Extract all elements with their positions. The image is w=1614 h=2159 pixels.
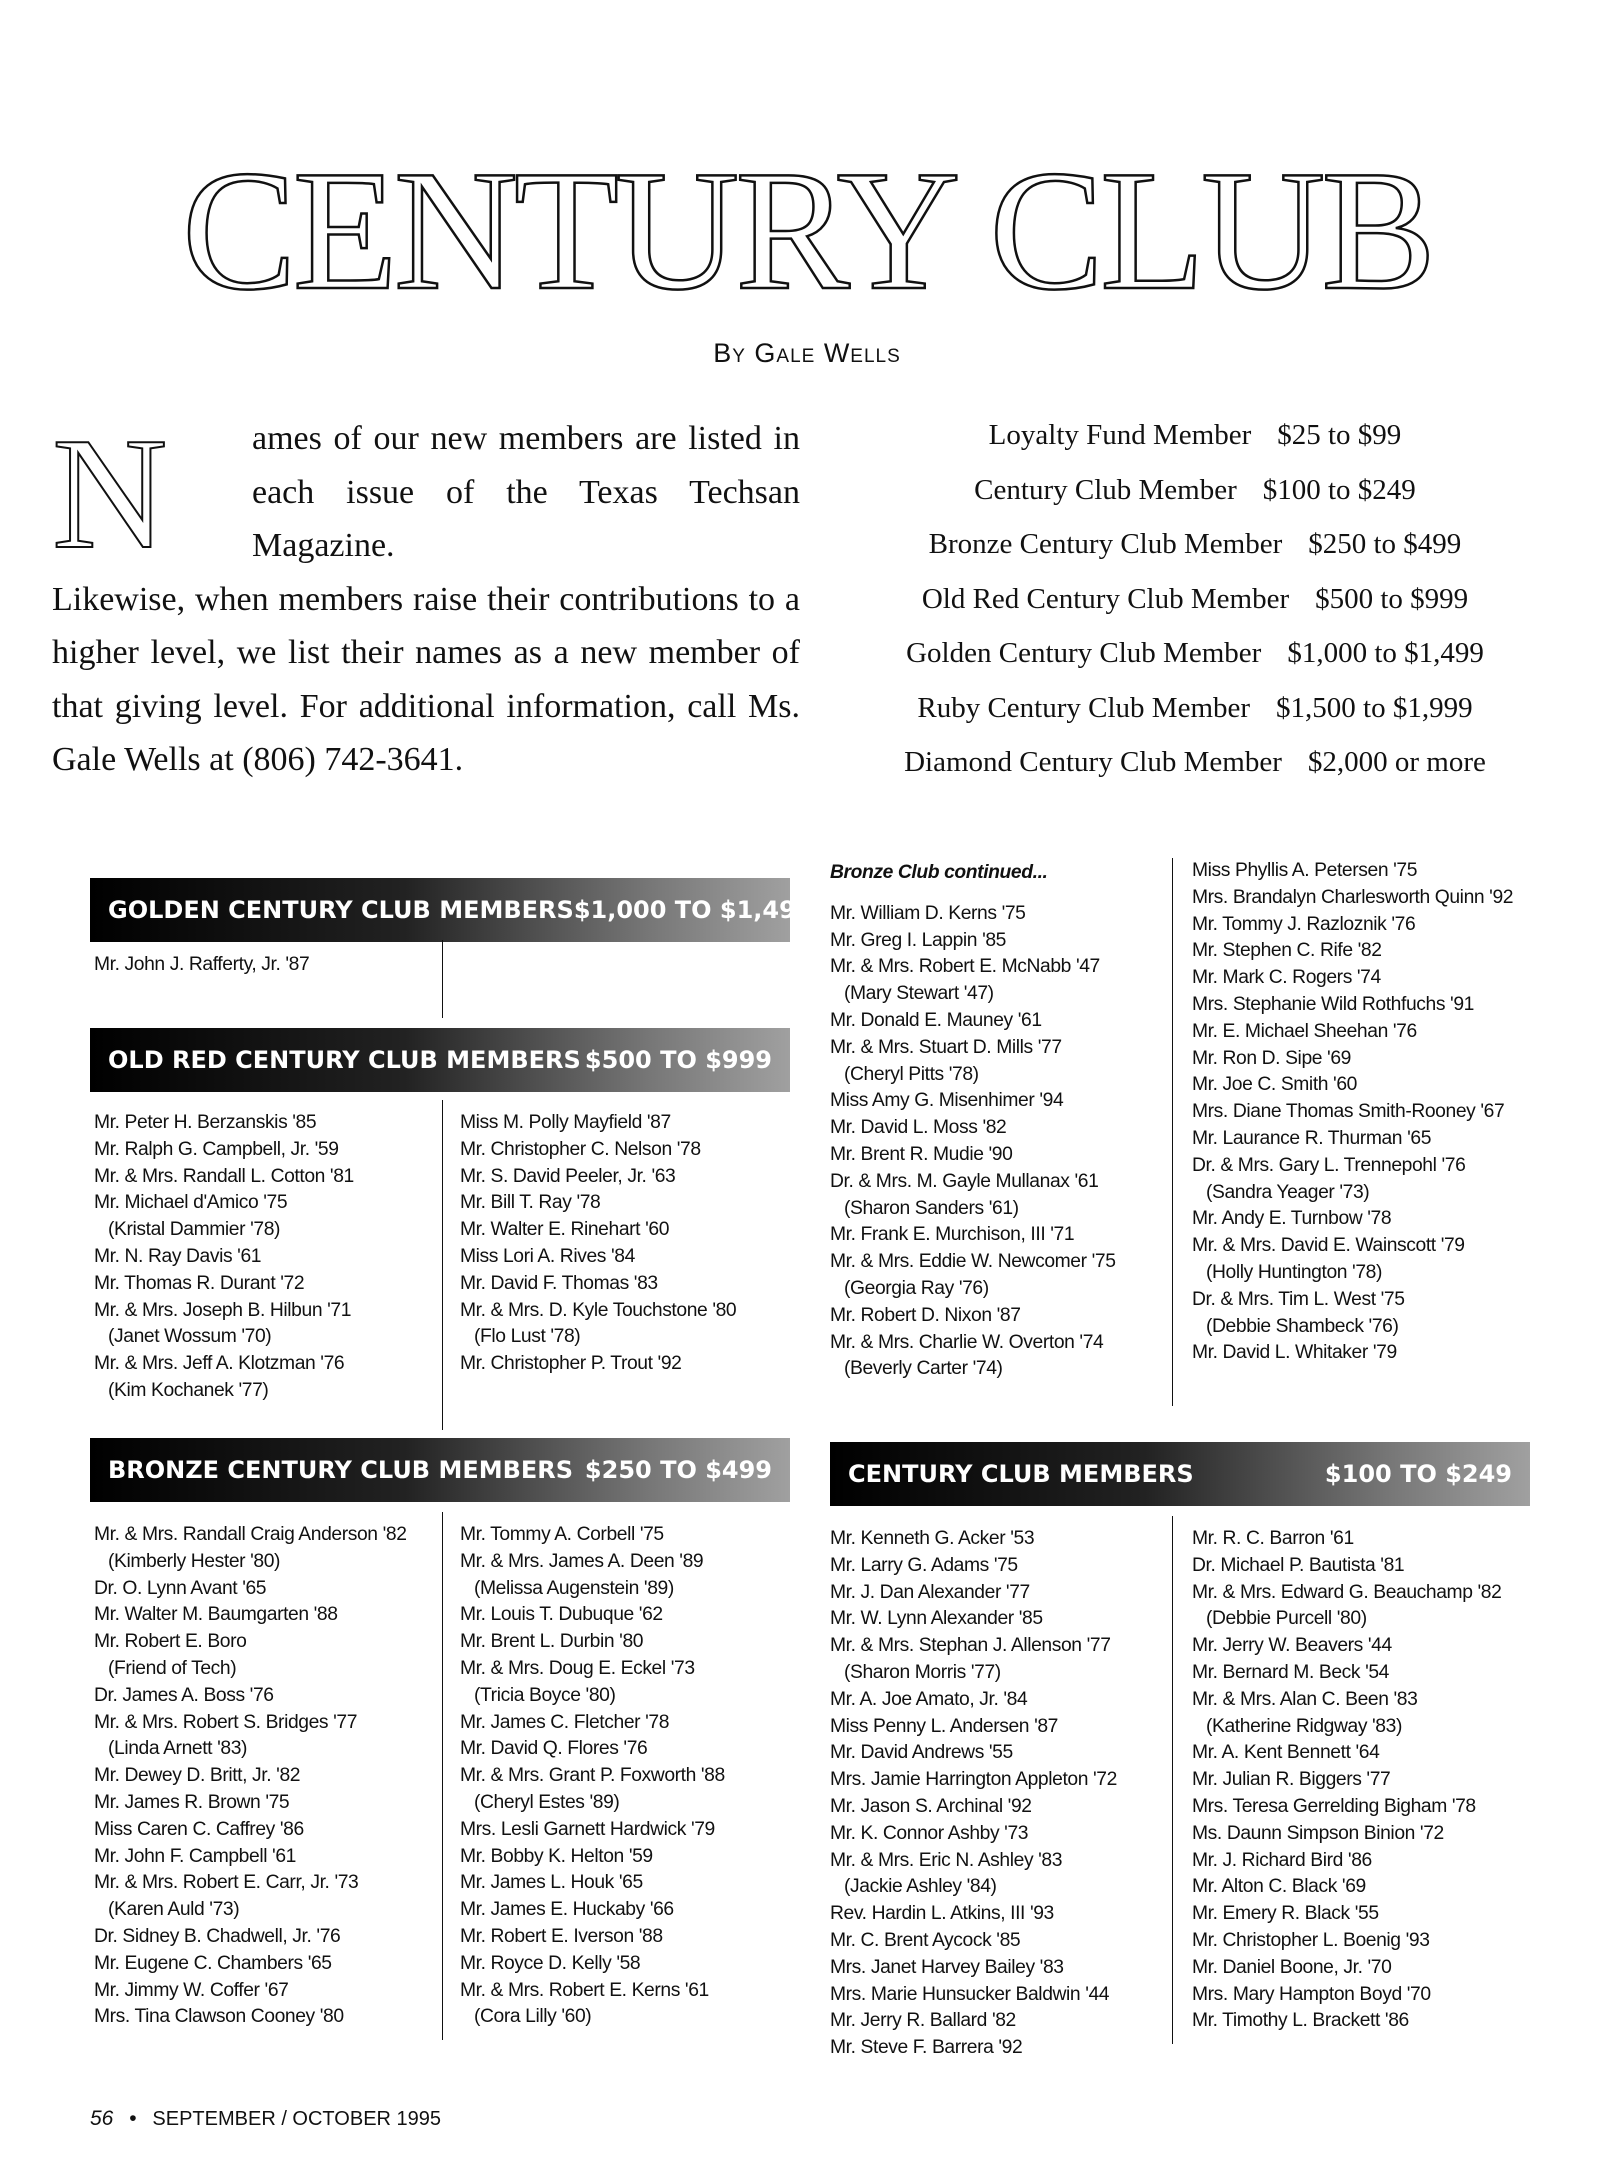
level-amount: $1,000 to $1,499 — [1287, 637, 1484, 669]
member-entry: Mr. Walter M. Baumgarten '88 — [94, 1604, 338, 1626]
member-entry: Mr. W. Lynn Alexander '85 — [830, 1608, 1043, 1630]
member-entry: Mrs. Diane Thomas Smith-Rooney '67 — [1192, 1101, 1505, 1123]
level-amount: $1,500 to $1,999 — [1276, 691, 1473, 724]
intro-paragraph — [52, 404, 800, 787]
member-entry: Mr. C. Brent Aycock '85 — [830, 1929, 1021, 1951]
member-entry: Mr. Dewey D. Britt, Jr. '82 — [94, 1765, 301, 1787]
bronze-continued-col4 — [1192, 858, 1513, 1367]
member-entry: (Flo Lust '78) — [474, 1326, 581, 1348]
member-entry: Mr. & Mrs. Grant P. Foxworth '88 — [460, 1765, 725, 1787]
member-entry: Mr. Bobby K. Helton '59 — [460, 1845, 653, 1867]
issue-date: SEPTEMBER / OCTOBER 1995 — [152, 2108, 442, 2130]
member-entry: Mr. E. Michael Sheehan '76 — [1192, 1020, 1417, 1042]
member-entry: Mr. Julian R. Biggers '77 — [1192, 1769, 1391, 1791]
member-entry: Mr. James E. Huckaby '66 — [460, 1899, 674, 1921]
divider — [442, 940, 443, 1018]
oldred-col1 — [94, 1110, 354, 1405]
member-entry: Mr. K. Connor Ashby '73 — [830, 1822, 1029, 1844]
member-entry: Mr. Donald E. Mauney '61 — [830, 1009, 1042, 1031]
member-entry: (Sharon Morris '77) — [844, 1661, 1001, 1683]
member-entry: Mr. Christopher P. Trout '92 — [460, 1353, 682, 1375]
level-name: Bronze Century Club Member — [928, 528, 1283, 560]
member-entry: Mr. David Q. Flores '76 — [460, 1738, 648, 1760]
member-entry: Miss Penny L. Andersen '87 — [830, 1715, 1059, 1737]
member-entry: Mr. William D. Kerns '75 — [830, 902, 1026, 924]
bronze-continued-subhead: Bronze Club continued... — [830, 862, 1048, 883]
golden-list — [94, 952, 309, 979]
member-entry: Mr. Alton C. Black '69 — [1192, 1876, 1366, 1898]
member-entry: Mr. John F. Campbell '61 — [94, 1845, 296, 1867]
member-entry: Mr. & Mrs. Robert E. Carr, Jr. '73 — [94, 1872, 359, 1894]
level-amount: $2,000 or more — [1307, 746, 1486, 778]
member-entry: Mr. Christopher L. Boenig '93 — [1192, 1929, 1430, 1951]
page-title: CENTURY CLUB — [181, 136, 1433, 326]
member-entry: Mr. & Mrs. Robert E. Kerns '61 — [460, 1979, 709, 2001]
level-amount: $100 to $249 — [1262, 473, 1416, 506]
member-entry: Mrs. Marie Hunsucker Baldwin '44 — [830, 1983, 1110, 2005]
golden-range: $1,000 TO $1,499 — [573, 896, 813, 924]
bronze-col1 — [94, 1522, 407, 2031]
member-entry: Mr. Walter E. Rinehart '60 — [460, 1219, 670, 1241]
oldred-col2 — [460, 1110, 736, 1378]
page-footer — [90, 2107, 441, 2131]
member-entry: Mr. & Mrs. Robert E. McNabb '47 — [830, 956, 1100, 978]
member-entry: Mr. Robert E. Boro — [94, 1631, 247, 1653]
member-entry: Mrs. Teresa Gerrelding Bigham '78 — [1192, 1795, 1476, 1817]
member-entry: Mr. Andy E. Turnbow '78 — [1192, 1208, 1392, 1230]
bronze-banner — [90, 1438, 790, 1502]
member-entry: Mr. Daniel Boone, Jr. '70 — [1192, 1956, 1392, 1978]
member-entry: (Debbie Purcell '80) — [1206, 1608, 1367, 1630]
member-entry: Mr. N. Ray Davis '61 — [94, 1245, 262, 1267]
oldred-range: $500 TO $999 — [584, 1046, 772, 1074]
bronze-range: $250 TO $499 — [584, 1456, 772, 1484]
member-entry: Mr. Jerry R. Ballard '82 — [830, 2010, 1016, 2032]
century-heading: CENTURY CLUB MEMBERS — [848, 1460, 1194, 1488]
member-entry: Mr. Jimmy W. Coffer '67 — [94, 1979, 289, 2001]
oldred-heading: OLD RED CENTURY CLUB MEMBERS — [108, 1046, 581, 1074]
member-entry: Mr. & Mrs. David E. Wainscott '79 — [1192, 1235, 1465, 1257]
member-entry: Mr. Mark C. Rogers '74 — [1192, 967, 1381, 989]
level-name: Century Club Member — [974, 473, 1237, 506]
member-entry: Mr. Jerry W. Beavers '44 — [1192, 1635, 1392, 1657]
member-entry: Mr. S. David Peeler, Jr. '63 — [460, 1165, 676, 1187]
member-entry: Mr. Stephen C. Rife '82 — [1192, 940, 1382, 962]
member-entry: Mr. Larry G. Adams '75 — [830, 1554, 1018, 1576]
level-name: Ruby Century Club Member — [917, 691, 1251, 724]
member-entry: (Tricia Boyce '80) — [474, 1684, 616, 1706]
member-entry: Mr. & Mrs. Robert S. Bridges '77 — [94, 1711, 358, 1733]
member-entry: Mr. Timothy L. Brackett '86 — [1192, 2010, 1409, 2032]
member-entry: Mrs. Stephanie Wild Rothfuchs '91 — [1192, 993, 1474, 1015]
member-entry: Mr. Michael d'Amico '75 — [94, 1192, 288, 1214]
member-entry: (Mary Stewart '47) — [844, 983, 994, 1005]
member-entry: (Janet Wossum '70) — [108, 1326, 272, 1348]
bronze-heading: BRONZE CENTURY CLUB MEMBERS — [108, 1456, 574, 1484]
member-entry: Mr. Bernard M. Beck '54 — [1192, 1661, 1390, 1683]
level-row — [840, 572, 1550, 627]
divider — [442, 1512, 443, 2040]
member-entry: Mr. Brent R. Mudie '90 — [830, 1143, 1013, 1165]
member-entry: (Karen Auld '73) — [108, 1899, 240, 1921]
member-entry: Dr. & Mrs. Gary L. Trennepohl '76 — [1192, 1154, 1466, 1176]
member-entry: Mrs. Mary Hampton Boyd '70 — [1192, 1983, 1431, 2005]
member-entry: (Kimberly Hester '80) — [108, 1550, 281, 1572]
member-entry: (Melissa Augenstein '89) — [474, 1577, 674, 1599]
member-entry: (Kim Kochanek '77) — [108, 1379, 269, 1401]
member-entry: Mr. Eugene C. Chambers '65 — [94, 1952, 332, 1974]
level-amount: $500 to $999 — [1315, 582, 1469, 615]
member-entry: (Sandra Yeager '73) — [1206, 1181, 1370, 1203]
member-entry: Mr. Joe C. Smith '60 — [1192, 1074, 1357, 1096]
member-entry: Mr. & Mrs. Eddie W. Newcomer '75 — [830, 1251, 1116, 1273]
intro-rest: Likewise, when members raise their contributions to a higher level, we list their names as a new member of that giving level. For additional information, call Ms. Gale Wells at (806) 742-3641. — [52, 580, 800, 778]
century-col4 — [1192, 1526, 1501, 2035]
member-entry: Mr. & Mrs. Stephan J. Allenson '77 — [830, 1635, 1111, 1657]
member-entry: Mr. Frank E. Murchison, III '71 — [830, 1224, 1075, 1246]
member-entry: Mrs. Janet Harvey Bailey '83 — [830, 1956, 1064, 1978]
member-entry: Mrs. Tina Clawson Cooney '80 — [94, 2006, 344, 2028]
oldred-banner — [90, 1028, 790, 1092]
member-entry: Miss M. Polly Mayfield '87 — [460, 1112, 671, 1133]
member-entry: Mr. & Mrs. Charlie W. Overton '74 — [830, 1331, 1104, 1353]
member-entry: Mr. & Mrs. Doug E. Eckel '73 — [460, 1657, 695, 1679]
member-entry: Mr. Tommy A. Corbell '75 — [460, 1524, 664, 1545]
member-entry: Mr. & Mrs. James A. Deen '89 — [460, 1550, 704, 1572]
member-entry: Mr. James R. Brown '75 — [94, 1791, 290, 1813]
member-entry: Mrs. Jamie Harrington Appleton '72 — [830, 1769, 1117, 1791]
member-entry: Mr. David Andrews '55 — [830, 1742, 1013, 1764]
member-entry: Dr. O. Lynn Avant '65 — [94, 1577, 267, 1599]
member-entry: Rev. Hardin L. Atkins, III '93 — [830, 1903, 1054, 1925]
footer-bullet: • — [129, 2107, 137, 2130]
member-entry: Mr. Ralph G. Campbell, Jr. '59 — [94, 1138, 339, 1160]
member-entry: Mr. David F. Thomas '83 — [460, 1272, 658, 1294]
member-entry: Dr. Michael P. Bautista '81 — [1192, 1554, 1405, 1576]
member-entry: Ms. Daunn Simpson Binion '72 — [1192, 1822, 1444, 1844]
divider — [1172, 1516, 1173, 2044]
member-entry: Mrs. Brandalyn Charlesworth Quinn '92 — [1192, 886, 1514, 908]
intro-first-lines: ames of our new members are listed in each issue of the Texas Techsan Magazine. — [252, 420, 800, 564]
member-entry: Mr. J. Dan Alexander '77 — [830, 1581, 1030, 1603]
member-entry: (Kristal Dammier '78) — [108, 1219, 281, 1241]
member-entry: Mr. Brent L. Durbin '80 — [460, 1631, 644, 1653]
level-name: Loyalty Fund Member — [988, 419, 1252, 451]
member-entry: Dr. James A. Boss '76 — [94, 1684, 274, 1706]
member-entry: (Linda Arnett '83) — [108, 1738, 248, 1760]
member-entry: Mr. Steve F. Barrera '92 — [830, 2037, 1023, 2059]
member-entry: Mr. Robert D. Nixon '87 — [830, 1304, 1021, 1326]
level-name: Old Red Century Club Member — [921, 582, 1290, 615]
member-entry: Mr. James C. Fletcher '78 — [460, 1711, 670, 1733]
member-entry: Mr. Jason S. Archinal '92 — [830, 1795, 1032, 1817]
bronze-continued-col3 — [830, 860, 1116, 1383]
member-entry: Mr. James L. Houk '65 — [460, 1872, 643, 1894]
golden-heading: GOLDEN CENTURY CLUB MEMBERS — [108, 896, 574, 924]
member-entry: (Debbie Shambeck '76) — [1206, 1315, 1399, 1337]
member-entry: Mr. & Mrs. D. Kyle Touchstone '80 — [460, 1299, 737, 1321]
golden-banner — [90, 878, 813, 942]
level-row — [840, 408, 1550, 463]
century-col3 — [830, 1526, 1117, 2062]
member-entry: Mr. Christopher C. Nelson '78 — [460, 1138, 701, 1160]
member-entry: (Georgia Ray '76) — [844, 1277, 989, 1299]
member-entry: Mr. & Mrs. Jeff A. Klotzman '76 — [94, 1353, 345, 1375]
drop-cap: N — [52, 404, 168, 582]
member-entry: (Friend of Tech) — [108, 1657, 237, 1679]
byline: By Gale Wells — [713, 338, 901, 368]
member-entry: Mr. Laurance R. Thurman '65 — [1192, 1127, 1432, 1149]
level-row — [840, 517, 1550, 572]
level-amount: $25 to $99 — [1277, 419, 1402, 451]
member-entry: Mr. Greg I. Lappin '85 — [830, 929, 1007, 951]
member-entry: (Jackie Ashley '84) — [844, 1876, 997, 1898]
member-entry: (Beverly Carter '74) — [844, 1358, 1003, 1380]
member-entry: Dr. Sidney B. Chadwell, Jr. '76 — [94, 1925, 341, 1947]
member-entry: Mr. & Mrs. Randall L. Cotton '81 — [94, 1165, 354, 1187]
member-entry: Mr. A. Joe Amato, Jr. '84 — [830, 1688, 1028, 1710]
member-entry: Mr. J. Richard Bird '86 — [1192, 1849, 1372, 1871]
member-entry: Dr. & Mrs. Tim L. West '75 — [1192, 1288, 1405, 1310]
member-entry: Mr. Peter H. Berzanskis '85 — [94, 1112, 317, 1133]
member-entry: Miss Amy G. Misenhimer '94 — [830, 1090, 1064, 1112]
member-entry: (Cheryl Pitts '78) — [844, 1063, 979, 1085]
member-entry: Mr. Robert E. Iverson '88 — [460, 1925, 663, 1947]
level-row — [840, 681, 1550, 736]
member-entry: Mr. & Mrs. Edward G. Beauchamp '82 — [1192, 1581, 1502, 1603]
member-entry: Mr. Thomas R. Durant '72 — [94, 1272, 305, 1294]
level-row — [840, 463, 1550, 518]
member-entry: Mr. A. Kent Bennett '64 — [1192, 1742, 1380, 1764]
level-amount: $250 to $499 — [1308, 528, 1462, 560]
member-entry: Dr. & Mrs. M. Gayle Mullanax '61 — [830, 1170, 1099, 1192]
divider — [1172, 858, 1173, 1406]
member-entry: Mr. Royce D. Kelly '58 — [460, 1952, 641, 1974]
member-entry: Mr. & Mrs. Joseph B. Hilbun '71 — [94, 1299, 352, 1321]
member-entry: Mr. Bill T. Ray '78 — [460, 1192, 601, 1214]
member-entry: (Katherine Ridgway '83) — [1206, 1715, 1402, 1737]
member-entry: Mr. Ron D. Sipe '69 — [1192, 1047, 1351, 1069]
century-banner — [830, 1442, 1530, 1506]
member-entry: Mr. & Mrs. Stuart D. Mills '77 — [830, 1036, 1062, 1058]
member-entry: Mr. & Mrs. Alan C. Been '83 — [1192, 1688, 1418, 1710]
member-entry: Mr. Kenneth G. Acker '53 — [830, 1528, 1035, 1549]
member-entry: Mr. Tommy J. Razloznik '76 — [1192, 913, 1416, 935]
member-entry: Mr. R. C. Barron '61 — [1192, 1528, 1354, 1549]
member-entry: Mr. David L. Moss '82 — [830, 1117, 1007, 1139]
member-entry: Mrs. Lesli Garnett Hardwick '79 — [460, 1818, 715, 1840]
member-entry: Mr. & Mrs. Randall Craig Anderson '82 — [94, 1524, 407, 1545]
member-entry: Miss Lori A. Rives '84 — [460, 1245, 635, 1267]
level-row — [840, 735, 1550, 790]
member-entry: (Cora Lilly '60) — [474, 2006, 592, 2028]
level-name: Golden Century Club Member — [906, 637, 1262, 669]
member-entry: Mr. David L. Whitaker '79 — [1192, 1342, 1397, 1364]
member-entry: (Sharon Sanders '61) — [844, 1197, 1019, 1219]
member-entry: (Cheryl Estes '89) — [474, 1791, 620, 1813]
member-entry: Mr. John J. Rafferty, Jr. '87 — [94, 954, 310, 975]
member-entry: Miss Caren C. Caffrey '86 — [94, 1818, 304, 1840]
bronze-col2 — [460, 1522, 725, 2031]
century-range: $100 TO $249 — [1324, 1460, 1512, 1488]
member-entry: (Holly Huntington '78) — [1206, 1261, 1383, 1283]
member-entry: Mr. Emery R. Black '55 — [1192, 1903, 1379, 1925]
page-number: 56 — [90, 2107, 114, 2130]
level-row — [840, 626, 1550, 681]
level-name: Diamond Century Club Member — [904, 746, 1282, 778]
giving-levels — [840, 408, 1550, 790]
member-entry: Mr. Louis T. Dubuque '62 — [460, 1604, 663, 1626]
member-entry: Miss Phyllis A. Petersen '75 — [1192, 860, 1418, 881]
member-entry: Mr. & Mrs. Eric N. Ashley '83 — [830, 1849, 1063, 1871]
divider — [442, 1100, 443, 1430]
